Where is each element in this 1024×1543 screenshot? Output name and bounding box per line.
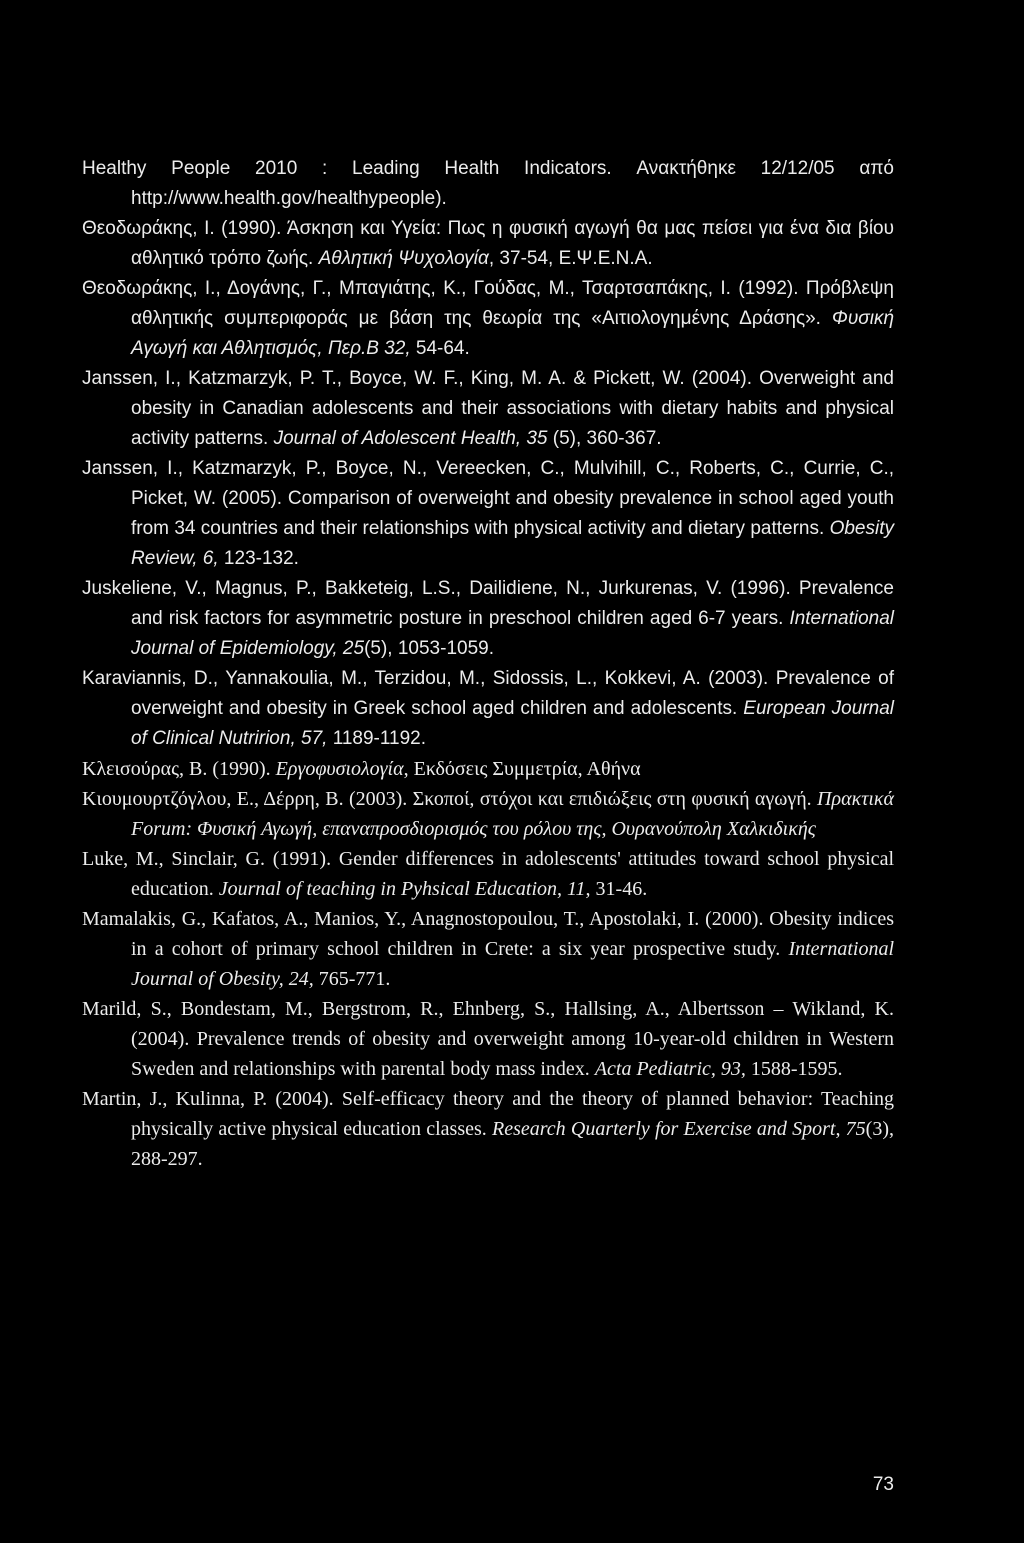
reference-entry	[82, 274, 894, 364]
reference-source-title: European Journal of Clinical Nutririon, 57,	[131, 698, 895, 749]
reference-text: Marild, S., Bondestam, M., Bergstrom, R., Ehnberg, S., Hallsing, A., Albertsson – Wikland, K. (2004). Prevalence trends of obesity and overweight among 10-year-old children in Western Sweden and relationships with parental body mass index.	[82, 998, 894, 1080]
reference-text: Κλεισούρας, Β. (1990).	[82, 758, 276, 780]
reference-text: Janssen, I., Katzmarzyk, P., Boyce, N., Vereecken, C., Mulvihill, C., Roberts, C., Currie, C., Picket, W. (2005). Comparison of overweight and obesity prevalence in school aged youth from 34 countries and their relationships with physical activity and dietary patterns.	[82, 458, 894, 539]
reference-text: , 37-54, Ε.Ψ.Ε.Ν.Α.	[488, 248, 653, 269]
reference-text: Healthy People 2010 : Leading Health Indicators. Ανακτήθηκε 12/12/05 από http://www.health.gov/healthypeople).	[82, 158, 894, 209]
reference-entry	[82, 454, 894, 574]
reference-text: , Εκδόσεις Συμμετρία, Αθήνα	[403, 758, 641, 780]
reference-entry	[82, 364, 894, 454]
reference-text: (3), 288-297.	[131, 1118, 894, 1170]
page-number: 73	[872, 1474, 894, 1495]
reference-text: 1588-1595.	[745, 1058, 843, 1080]
reference-entry	[82, 844, 894, 904]
reference-entry	[82, 994, 894, 1084]
reference-source-title: Αθλητική Ψυχολογία	[318, 248, 489, 269]
reference-entry	[82, 754, 894, 784]
reference-text: (5), 1053-1059.	[364, 638, 494, 659]
reference-text: 54-64.	[410, 338, 470, 359]
reference-entry	[82, 784, 894, 844]
reference-entry	[82, 664, 894, 754]
reference-text: 31-46.	[590, 878, 648, 900]
reference-text: 1189-1192.	[327, 728, 427, 749]
reference-text: Karaviannis, D., Yannakoulia, M., Terzidou, M., Sidossis, L., Kokkevi, A. (2003). Prevalence of overweight and obesity in Greek school aged children and adolescents.	[82, 668, 894, 719]
reference-text: Luke, M., Sinclair, G. (1991). Gender differences in adolescents' attitudes toward school physical education.	[82, 848, 894, 900]
reference-entry	[82, 154, 894, 214]
reference-entry	[82, 574, 894, 664]
reference-entry	[82, 214, 894, 274]
reference-source-title: Obesity Review, 6,	[131, 518, 894, 569]
reference-source-title: International Journal of Obesity, 24,	[131, 938, 894, 990]
reference-source-title: Πρακτικά Forum: Φυσική Αγωγή, επαναπροσδιορισμός του ρόλου της, Ουρανούπολη Χαλκιδικής	[131, 788, 894, 840]
reference-entry	[82, 1084, 894, 1174]
reference-text: 765-771.	[313, 968, 391, 990]
reference-entry	[82, 904, 894, 994]
reference-text: Κιουμουρτζόγλου, Ε., Δέρρη, Β. (2003). Σκοποί, στόχοι και επιδιώξεις στη φυσική αγωγή.	[82, 788, 818, 810]
reference-text: Janssen, I., Katzmarzyk, P. T., Boyce, W. F., King, M. A. & Pickett, W. (2004). Overweight and obesity in Canadian adolescents and their associations with dietary habits and physical activity patterns.	[82, 368, 894, 449]
reference-text: 123-132.	[218, 548, 299, 569]
reference-text: (5), 360-367.	[547, 428, 662, 449]
reference-text: Martin, J., Kulinna, P. (2004). Self-efficacy theory and the theory of planned behavior: Teaching physically active physical education classes.	[82, 1088, 894, 1140]
reference-list	[82, 154, 894, 1174]
reference-source-title: Journal of teaching in Pyhsical Education, 11,	[218, 878, 591, 900]
reference-source-title: Εργοφυσιολογία	[275, 758, 404, 780]
reference-source-title: Research Quarterly for Exercise and Sport, 75	[492, 1118, 866, 1140]
reference-source-title: Φυσική Αγωγή και Αθλητισμός, Περ.Β 32,	[131, 308, 894, 359]
reference-text: Mamalakis, G., Kafatos, A., Manios, Y., Anagnostopoulou, T., Apostolaki, I. (2000). Obesity indices in a cohort of primary school children in Crete: a six year prospective study.	[82, 908, 894, 960]
reference-source-title: Acta Pediatric, 93,	[594, 1058, 746, 1080]
reference-text: Θεοδωράκης, Ι., Δογάνης, Γ., Μπαγιάτης, Κ., Γούδας, Μ., Τσαρτσαπάκης, Ι. (1992). Πρόβλεψη αθλητικής συμπεριφοράς με βάση της θεωρία της «Αιτιολογημένης Δράσης».	[82, 278, 894, 329]
reference-text: Juskeliene, V., Magnus, P., Bakketeig, L.S., Dailidiene, N., Jurkurenas, V. (1996). Prevalence and risk factors for asymmetric posture in preschool children aged 6-7 years.	[82, 578, 894, 629]
reference-text: Θεοδωράκης, Ι. (1990). Άσκηση και Υγεία: Πως η φυσική αγωγή θα μας πείσει για ένα δια βίου αθλητικό τρόπο ζωής.	[82, 218, 894, 269]
reference-source-title: Journal of Adolescent Health, 35	[273, 428, 548, 449]
reference-source-title: International Journal of Epidemiology, 25	[131, 608, 894, 659]
